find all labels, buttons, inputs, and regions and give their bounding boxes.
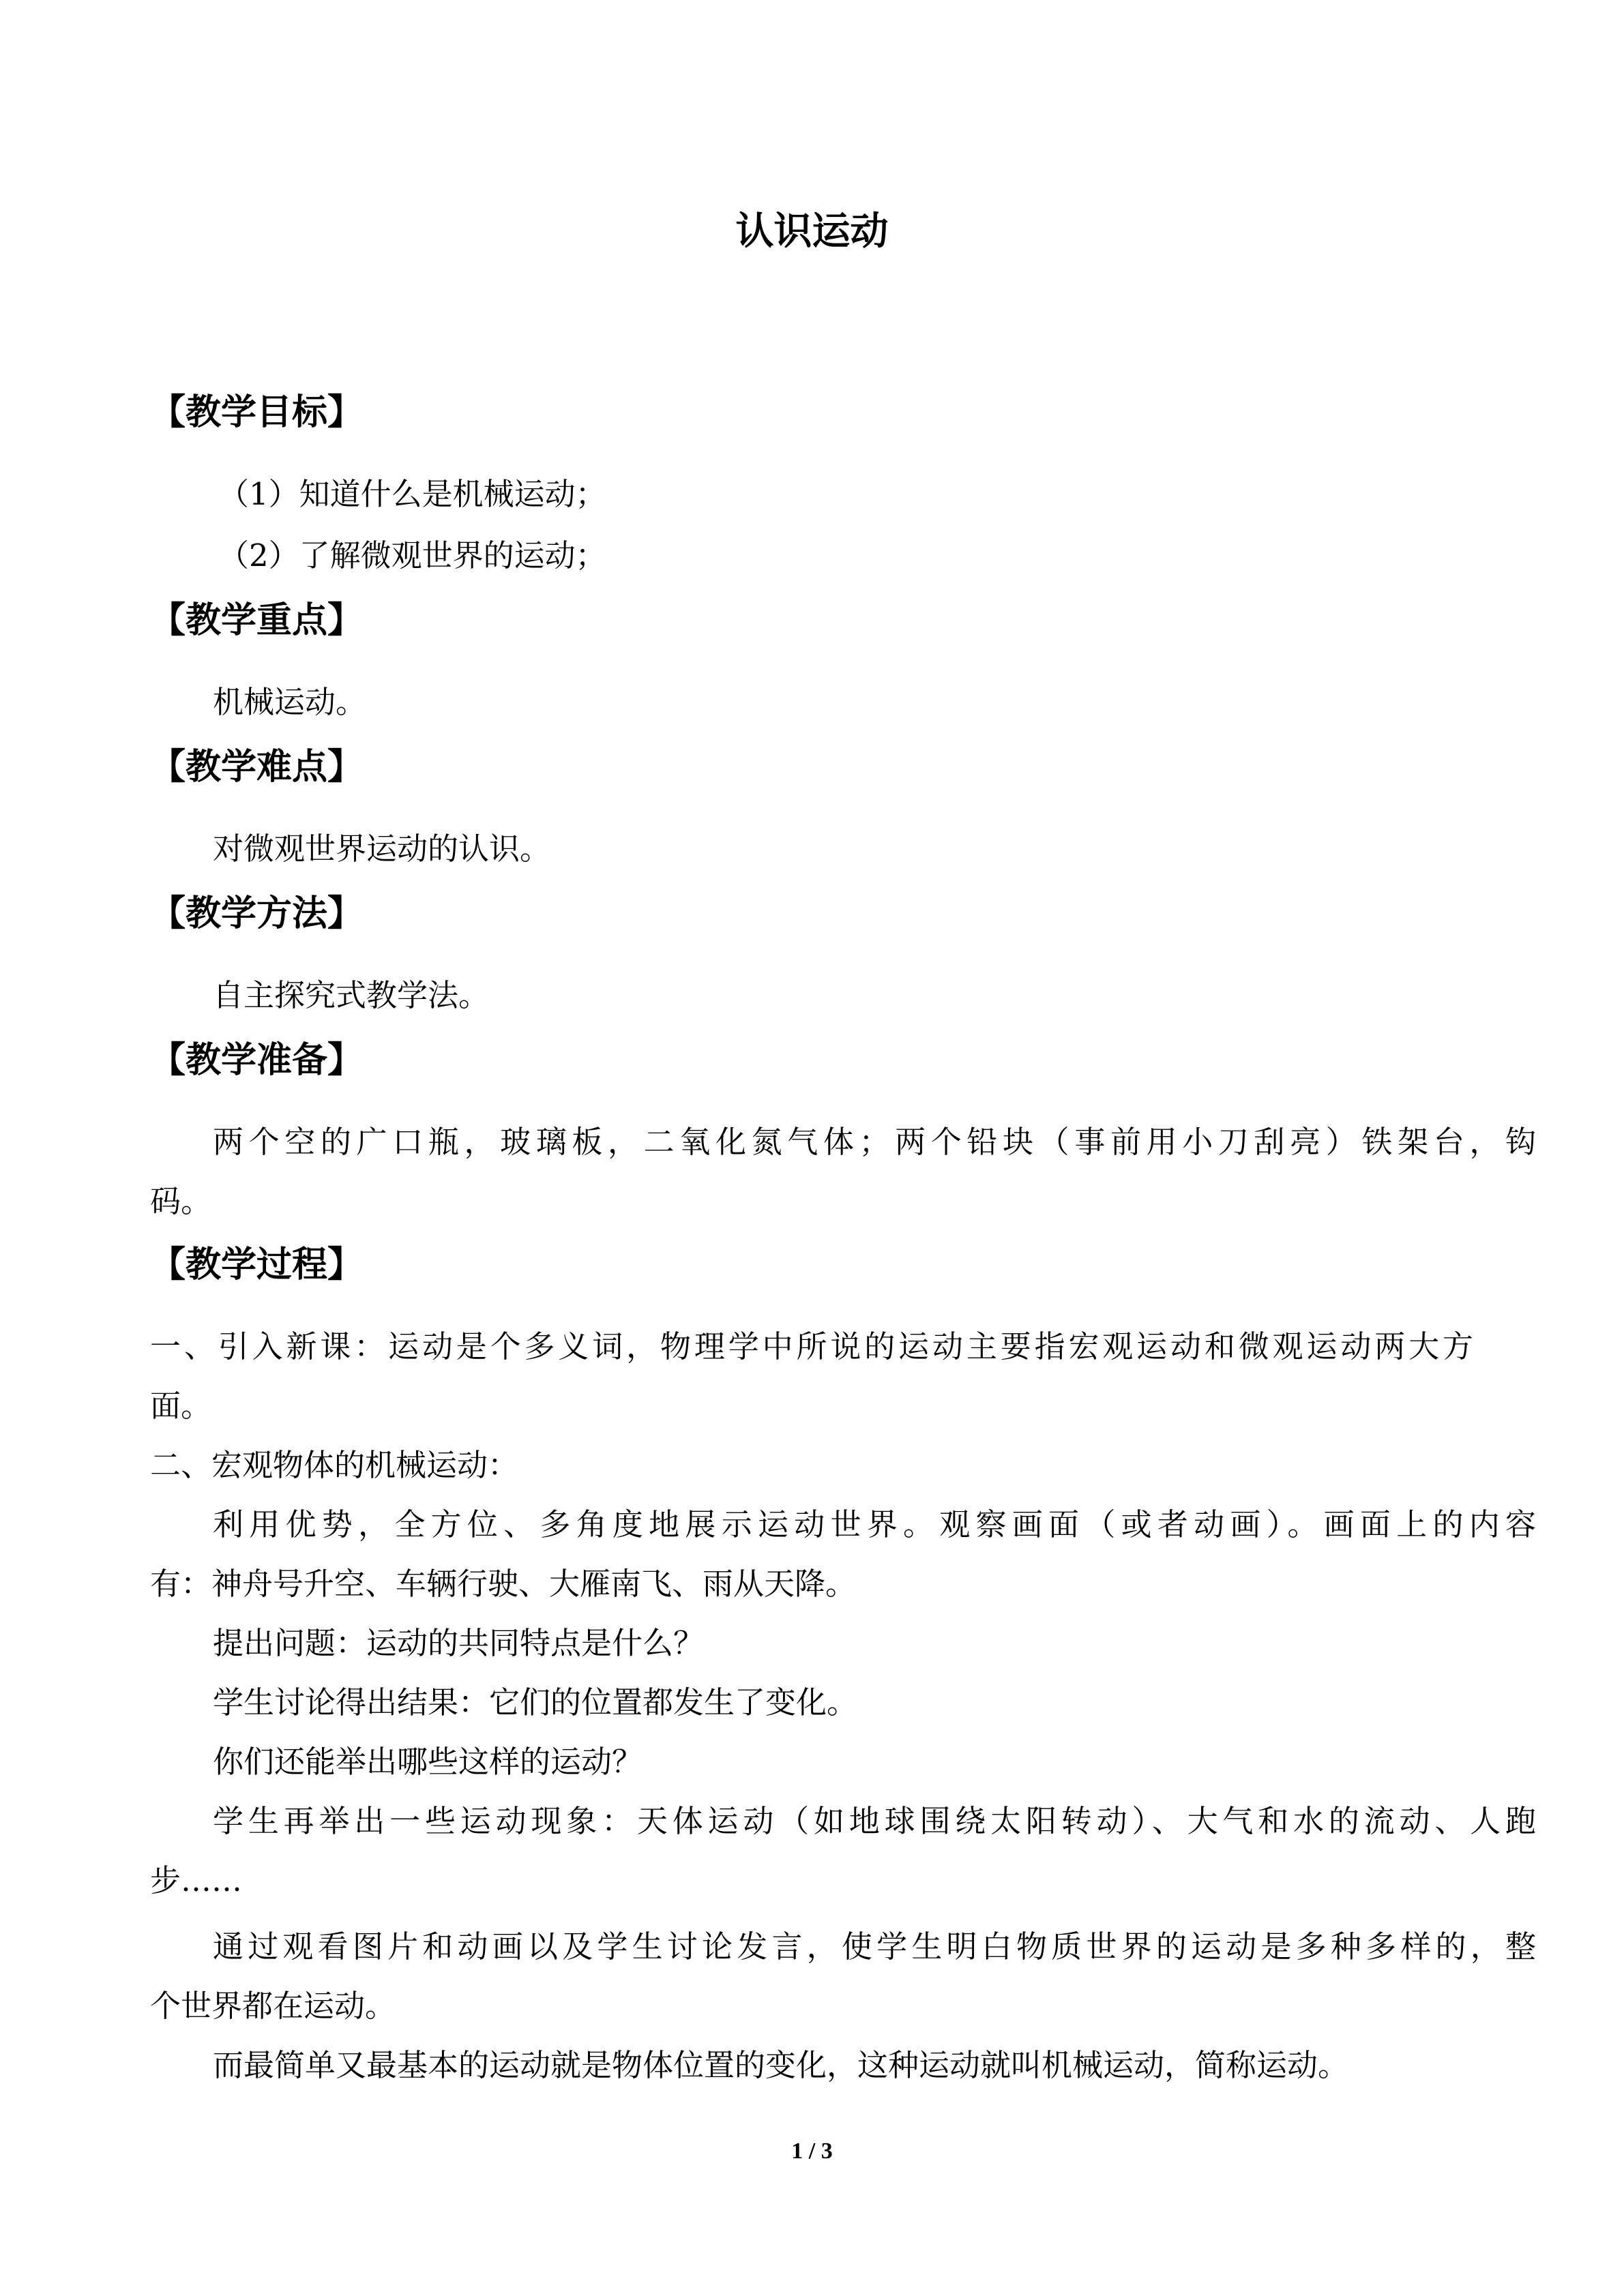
section-heading-preparation: 【教学准备】 bbox=[150, 1040, 364, 1081]
section-heading-key-points: 【教学重点】 bbox=[150, 600, 364, 641]
process-p9: 而最简单又最基本的运动就是物体位置的变化，这种运动就叫机械运动，简称运动。 bbox=[213, 2047, 1349, 2083]
goal-item-2: （2）了解微观世界的运动； bbox=[218, 537, 606, 573]
process-p8-line-1: 通过观看图片和动画以及学生讨论发言，使学生明白物质世界的运动是多种多样的，整 bbox=[213, 1928, 1536, 1965]
section-heading-process: 【教学过程】 bbox=[150, 1244, 364, 1285]
process-p4: 提出问题：运动的共同特点是什么？ bbox=[213, 1625, 705, 1661]
process-p1-line-2: 面。 bbox=[150, 1388, 212, 1424]
page-number: 1 / 3 bbox=[791, 2138, 833, 2164]
process-p7-line-1: 学生再举出一些运动现象：天体运动（如地球围绕太阳转动）、大气和水的流动、人跑 bbox=[213, 1803, 1536, 1839]
process-p3-line-2: 有：神舟号升空、车辆行驶、大雁南飞、雨从天降。 bbox=[150, 1566, 857, 1602]
process-p8-line-2: 个世界都在运动。 bbox=[150, 1988, 396, 2024]
section-heading-difficulties: 【教学难点】 bbox=[150, 747, 364, 788]
process-p1-line-1: 一、引入新课：运动是个多义词，物理学中所说的运动主要指宏观运动和微观运动两大方 bbox=[150, 1328, 1473, 1365]
process-p6: 你们还能举出哪些这样的运动？ bbox=[213, 1744, 643, 1780]
process-p7-line-2: 步…… bbox=[150, 1862, 243, 1898]
page-title: 认识运动 bbox=[735, 209, 889, 254]
key-points-text: 机械运动。 bbox=[213, 684, 367, 720]
preparation-text-line-2: 码。 bbox=[150, 1183, 212, 1219]
section-heading-goals: 【教学目标】 bbox=[150, 392, 364, 433]
process-p2: 二、宏观物体的机械运动： bbox=[150, 1447, 519, 1483]
methods-text: 自主探究式教学法。 bbox=[213, 977, 490, 1013]
section-heading-methods: 【教学方法】 bbox=[150, 893, 364, 934]
process-p3-line-1: 利用优势，全方位、多角度地展示运动世界。观察画面（或者动画）。画面上的内容 bbox=[213, 1506, 1536, 1542]
difficulties-text: 对微观世界运动的认识。 bbox=[213, 831, 551, 867]
goal-item-1: （1）知道什么是机械运动； bbox=[218, 476, 606, 512]
process-p5: 学生讨论得出结果：它们的位置都发生了变化。 bbox=[213, 1684, 858, 1720]
preparation-text-line-1: 两个空的广口瓶，玻璃板，二氧化氮气体；两个铅块（事前用小刀刮亮）铁架台，钩 bbox=[213, 1124, 1536, 1160]
